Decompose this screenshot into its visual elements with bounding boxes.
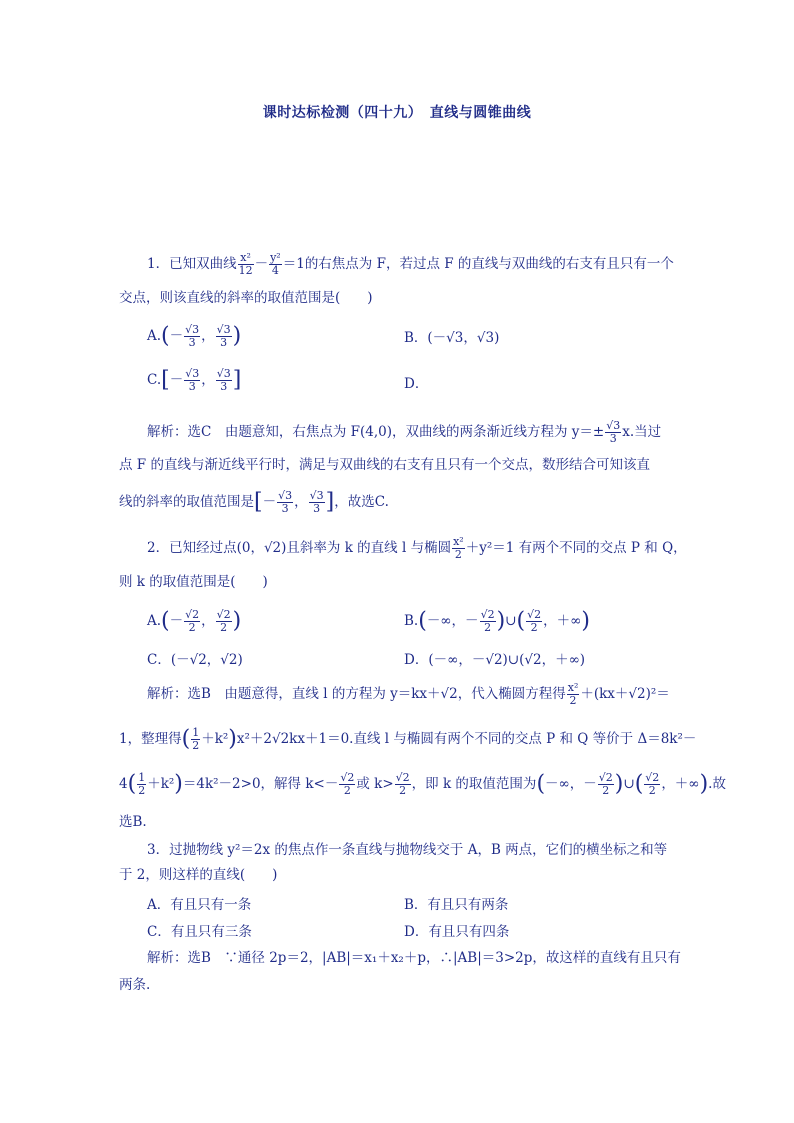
frac-num: √3 — [278, 489, 293, 502]
q2-option-b[interactable] — [404, 609, 590, 634]
frac-r3-3 — [184, 324, 200, 349]
frac-1-2 — [191, 727, 200, 752]
k-squared: k² — [160, 776, 175, 792]
q3-option-c[interactable]: C．有且只有三条 — [147, 924, 252, 940]
frac-r2-2 — [216, 609, 232, 634]
frac-num: √2 — [185, 608, 200, 621]
frac-num: 1 — [192, 726, 200, 739]
paren: ) — [581, 608, 590, 634]
frac-num: x² — [453, 535, 464, 548]
pos-infinity: ，＋∞ — [543, 613, 582, 629]
q1-stem-a: 1．已知双曲线 — [147, 256, 237, 272]
option-label: A. — [147, 613, 162, 629]
q2-stem-line2: 则 k 的取值范围是( ) — [119, 574, 268, 590]
frac-r3-3 — [184, 368, 200, 393]
paren: ) — [228, 726, 237, 752]
frac-den: 3 — [188, 380, 196, 393]
q3-option-a[interactable]: A．有且只有一条 — [147, 897, 252, 913]
frac-num: y² — [270, 251, 281, 264]
paren: ( — [161, 323, 170, 349]
q2-sol-3b: ＝4k²－2>0，解得 k<－ — [182, 776, 339, 792]
q2-sol-1a: 解析：选B 由题意得，直线 l 的方程为 y＝kx＋√2，代入椭圆方程得 — [147, 686, 566, 702]
frac-den: 2 — [343, 784, 351, 797]
q3-solution-line1: 解析：选B ∵通径 2p＝2，|AB|＝x₁＋x₂＋p，∴|AB|＝3>2p，故这样的直线有且只有 — [147, 950, 681, 966]
frac-den: 3 — [188, 336, 196, 349]
neg-infinity: －∞，－ — [426, 613, 479, 629]
q2-solution-line2 — [119, 726, 697, 752]
frac-den: 2 — [138, 784, 146, 797]
frac-den: 12 — [238, 264, 253, 277]
q1-option-b[interactable]: B．(－√3，√3) — [404, 330, 500, 346]
paren: ( — [127, 771, 137, 797]
frac-num: √2 — [480, 608, 495, 621]
k-squared: k² — [214, 731, 229, 747]
bracket: ] — [232, 367, 242, 393]
q3-option-d[interactable]: D．有且只有四条 — [404, 924, 510, 940]
frac-den: 2 — [648, 784, 656, 797]
frac-den: 2 — [484, 621, 492, 634]
q1-solution-line3 — [119, 490, 679, 515]
paren: ) — [496, 608, 506, 634]
q1-sol-a: 解析：选C 由题意知，右焦点为 F(4,0)，双曲线的两条渐近线方程为 y＝± — [147, 424, 605, 440]
frac-r2-2 — [184, 609, 200, 634]
q2-sol-3e: .故 — [708, 776, 726, 792]
q2-option-a[interactable] — [147, 609, 241, 634]
q1-option-a[interactable] — [147, 324, 241, 349]
frac-x2-2 — [452, 536, 465, 561]
frac-num: √3 — [185, 323, 200, 336]
paren: ) — [174, 771, 183, 797]
frac-r2-2 — [526, 609, 542, 634]
frac-num: √2 — [527, 608, 542, 621]
frac-r2-2 — [598, 772, 614, 797]
frac-1-2 — [137, 772, 146, 797]
frac-den: 2 — [192, 739, 200, 752]
plus-sign: ＋ — [201, 731, 215, 747]
q2-solution-line1 — [147, 682, 707, 707]
frac-x2-2 — [567, 682, 580, 707]
frac-den: 3 — [609, 432, 617, 445]
comma: ， — [201, 613, 215, 629]
frac-num: √3 — [216, 323, 231, 336]
frac-den: 3 — [220, 336, 228, 349]
frac-den: 2 — [569, 694, 577, 707]
frac-den: 4 — [271, 264, 279, 277]
page-title: 课时达标检测（四十九） 直线与圆锥曲线 — [262, 105, 532, 121]
q2-option-c[interactable]: C．(－√2，√2) — [147, 652, 243, 668]
minus-sign: － — [262, 494, 277, 510]
union-sign: ∪ — [505, 613, 517, 629]
frac-num: √2 — [395, 771, 410, 784]
frac-r2-2 — [339, 772, 355, 797]
frac-den: 3 — [220, 380, 228, 393]
q2-stem-a: 2．已知经过点(0，√2)且斜率为 k 的直线 l 与椭圆 — [147, 540, 452, 556]
frac-r3-3 — [216, 324, 232, 349]
q1-sol-3a: 线的斜率的取值范围是 — [119, 494, 254, 510]
comma: ， — [201, 372, 215, 388]
q2-stem-b: ＋y²＝1 有两个不同的交点 P 和 Q， — [465, 540, 687, 556]
frac-num: √2 — [216, 608, 231, 621]
frac-r3-3 — [605, 420, 621, 445]
comma: ， — [201, 328, 215, 344]
q3-solution-line2: 两条. — [119, 977, 151, 993]
paren: ) — [232, 323, 242, 349]
paren: ) — [232, 608, 242, 634]
frac-den: 2 — [399, 784, 407, 797]
frac-num: √3 — [606, 419, 621, 432]
paren: ( — [634, 771, 644, 797]
paren: ) — [699, 771, 709, 797]
frac-num: x² — [238, 252, 254, 265]
frac-den: 2 — [188, 621, 196, 634]
frac-num: 1 — [138, 771, 146, 784]
q3-stem-line2: 于 2，则这样的直线( ) — [119, 867, 278, 883]
frac-num: √3 — [309, 489, 324, 502]
equals-one: ＝1 — [282, 256, 305, 272]
minus-sign: － — [254, 256, 269, 272]
frac-den: 3 — [281, 502, 289, 515]
minus-sign: － — [169, 372, 184, 388]
frac-r3-3 — [277, 490, 293, 515]
minus-sign: － — [169, 613, 184, 629]
q3-option-b[interactable]: B．有且只有两条 — [404, 897, 509, 913]
q2-sol-3a: 4 — [119, 776, 128, 792]
q2-sol-2a: 1，整理得 — [119, 731, 182, 747]
paren: ) — [614, 771, 624, 797]
paren: ( — [536, 771, 546, 797]
frac-num: √2 — [340, 771, 355, 784]
q1-option-c[interactable] — [147, 368, 241, 393]
frac-den: 2 — [530, 621, 538, 634]
q1-solution-line1 — [147, 420, 707, 445]
q1-option-d[interactable]: D． — [404, 376, 429, 392]
q2-sol-3d: ，即 k 的取值范围为 — [411, 776, 537, 792]
frac-den: 2 — [220, 621, 228, 634]
q2-solution-line4: 选B. — [119, 814, 147, 830]
frac-num: √2 — [645, 771, 660, 784]
plus-sign: ＋ — [147, 776, 161, 792]
frac-x2-12 — [238, 252, 254, 277]
frac-y2-4 — [269, 252, 282, 277]
option-label: A. — [147, 328, 162, 344]
frac-r2-2 — [644, 772, 660, 797]
frac-r2-2 — [480, 609, 496, 634]
pos-infinity: ，＋∞ — [661, 776, 700, 792]
frac-r3-3 — [309, 490, 325, 515]
frac-num: √3 — [185, 367, 200, 380]
frac-num: √2 — [598, 771, 613, 784]
frac-den: 3 — [313, 502, 321, 515]
paren: ( — [418, 608, 427, 634]
bracket: [ — [254, 489, 263, 515]
neg-infinity: －∞，－ — [545, 776, 597, 792]
option-label: B. — [404, 613, 419, 629]
frac-num: √3 — [216, 367, 231, 380]
q2-sol-2b: x²＋2√2kx＋1＝0.直线 l 与椭圆有两个不同的交点 P 和 Q 等价于 Δ＝8k²－ — [236, 731, 697, 747]
paren: ( — [161, 608, 170, 634]
q1-stem-line2: 交点，则该直线的斜率的取值范围是( ) — [119, 290, 373, 306]
bracket: [ — [161, 367, 170, 393]
frac-r2-2 — [395, 772, 411, 797]
bracket: ] — [325, 489, 335, 515]
paren: ( — [181, 726, 191, 752]
q1-sol-b: x.当过 — [622, 424, 662, 440]
q2-option-d[interactable]: D．(－∞，－√2)∪(√2，＋∞) — [404, 652, 586, 668]
minus-sign: － — [169, 328, 184, 344]
q1-solution-line2: 点 F 的直线与渐近线平行时，满足与双曲线的右支有且只有一个交点，数形结合可知该直 — [119, 457, 650, 473]
q1-sol-3b: ，故选C. — [334, 494, 389, 510]
q2-sol-3c: 或 k> — [356, 776, 394, 792]
paren: ( — [516, 608, 526, 634]
q3-stem-line1: 3．过抛物线 y²＝2x 的焦点作一条直线与抛物线交于 A，B 两点，它们的横坐标之和等 — [147, 842, 668, 858]
frac-den: 2 — [602, 784, 610, 797]
q2-sol-1b: ＋(kx＋√2)²＝ — [580, 686, 670, 702]
q1-stem-line1 — [147, 252, 707, 277]
q2-stem-line1 — [147, 536, 707, 561]
q1-stem-b: 的右焦点为 F，若过点 F 的直线与双曲线的右支有且只有一个 — [304, 256, 674, 272]
frac-r3-3 — [216, 368, 232, 393]
frac-den: 2 — [454, 548, 462, 561]
comma: ， — [294, 494, 308, 510]
option-label: C. — [147, 372, 162, 388]
q2-solution-line3 — [119, 771, 726, 797]
union-sign: ∪ — [623, 776, 635, 792]
frac-num: x² — [567, 681, 579, 694]
